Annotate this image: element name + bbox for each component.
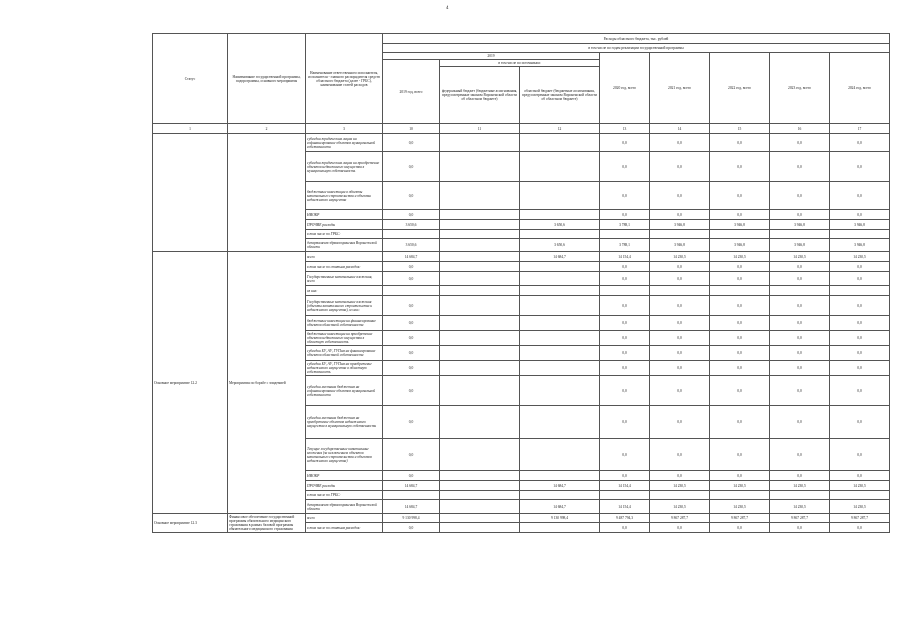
expense-label-cell: субсидии местным бюджетам на софинансирование объектов муниципальной собственности: [306, 376, 383, 406]
value-cell: 0,0: [830, 346, 890, 361]
value-cell: 0,0: [710, 272, 770, 286]
expense-label-cell: ПРОЧИЕ расходы: [306, 481, 383, 491]
expense-label-cell: в том числе по статьям расходов:: [306, 523, 383, 533]
value-cell: [440, 152, 520, 182]
table-row: [153, 514, 890, 523]
value-cell: [520, 491, 600, 500]
value-cell: 0,0: [383, 182, 440, 210]
value-cell: 3 946,8: [830, 239, 890, 252]
value-cell: [520, 361, 600, 376]
value-cell: 3 788,1: [600, 239, 650, 252]
value-cell: 0,0: [830, 523, 890, 533]
value-cell: [520, 296, 600, 316]
value-cell: 0,0: [383, 134, 440, 152]
value-cell: 0,0: [600, 134, 650, 152]
value-cell: 14 230,5: [710, 481, 770, 491]
header-2022: 2022 год, всего: [710, 53, 770, 124]
value-cell: [770, 286, 830, 296]
value-cell: 3 946,8: [770, 239, 830, 252]
value-cell: 3 946,8: [710, 220, 770, 230]
value-cell: 0,0: [600, 262, 650, 272]
header-year-group: 2019: [383, 53, 600, 60]
header-2019-total: 2019 год, всего: [383, 60, 440, 124]
value-cell: [650, 230, 710, 239]
value-cell: 0,0: [710, 262, 770, 272]
expense-label-cell: всего: [306, 514, 383, 523]
value-cell: 0,0: [600, 210, 650, 220]
expense-label-cell: в том числе по статьям расходов:: [306, 262, 383, 272]
value-cell: 14 154,4: [600, 481, 650, 491]
value-cell: [440, 481, 520, 491]
value-cell: [440, 331, 520, 346]
value-cell: [440, 230, 520, 239]
value-cell: 0,0: [770, 376, 830, 406]
col-index: 2: [228, 124, 306, 134]
value-cell: [440, 514, 520, 523]
col-index: 15: [710, 124, 770, 134]
expense-label-cell: субсидии БУ, АУ, ГУПам на финансирование объектов областной собственности: [306, 346, 383, 361]
value-cell: 9 487 794,3: [600, 514, 650, 523]
value-cell: 0,0: [710, 376, 770, 406]
expense-label-cell: в том числе по ГРБС:: [306, 491, 383, 500]
value-cell: 0,0: [650, 346, 710, 361]
header-responsible: Наименование ответственного исполнителя, исполнителя - главного распорядителя средств областного бюджета (далее - ГРБС), наименование статей расходов: [306, 34, 383, 124]
value-cell: 0,0: [770, 406, 830, 439]
value-cell: 0,0: [600, 471, 650, 481]
value-cell: 0,0: [770, 439, 830, 471]
col-index: 14: [650, 124, 710, 134]
value-cell: 0,0: [770, 262, 830, 272]
program-name-cell: Мероприятия по борьбе с эпидемией: [228, 252, 306, 514]
col-index: 12: [520, 124, 600, 134]
header-2020: 2020 год, всего: [600, 53, 650, 124]
expense-label-cell: бюджетные инвестиции на финансирование объектов областной собственности: [306, 316, 383, 331]
value-cell: 0,0: [830, 210, 890, 220]
value-cell: 0,0: [770, 471, 830, 481]
table-row: [153, 134, 890, 152]
value-cell: 14 230,5: [830, 481, 890, 491]
expense-label-cell: субсидии местным бюджетам на приобретение объектов недвижимого имущества в муниципальную собственность: [306, 406, 383, 439]
value-cell: [383, 230, 440, 239]
value-cell: [770, 491, 830, 500]
value-cell: [830, 491, 890, 500]
value-cell: 3 946,8: [770, 220, 830, 230]
col-index: 16: [770, 124, 830, 134]
value-cell: 0,0: [710, 361, 770, 376]
program-name-cell: [228, 134, 306, 252]
value-cell: 9 867 287,7: [650, 514, 710, 523]
value-cell: [520, 182, 600, 210]
value-cell: 0,0: [710, 316, 770, 331]
value-cell: 0,0: [650, 376, 710, 406]
expense-label-cell: в том числе по ГРБС:: [306, 230, 383, 239]
value-cell: [383, 491, 440, 500]
value-cell: [440, 286, 520, 296]
value-cell: [520, 152, 600, 182]
value-cell: 0,0: [650, 296, 710, 316]
value-cell: 0,0: [600, 439, 650, 471]
header-2023: 2023 год, всего: [770, 53, 830, 124]
value-cell: 9 130 998,4: [520, 514, 600, 523]
value-cell: 0,0: [383, 152, 440, 182]
value-cell: [440, 439, 520, 471]
value-cell: 14 230,5: [650, 252, 710, 262]
value-cell: [520, 346, 600, 361]
value-cell: [440, 134, 520, 152]
value-cell: [520, 523, 600, 533]
value-cell: 3 650,6: [383, 239, 440, 252]
value-cell: [440, 376, 520, 406]
value-cell: 0,0: [383, 361, 440, 376]
value-cell: 3 788,1: [600, 220, 650, 230]
value-cell: [520, 376, 600, 406]
value-cell: [600, 286, 650, 296]
value-cell: [520, 134, 600, 152]
table-row: [153, 252, 890, 262]
value-cell: 0,0: [650, 272, 710, 286]
value-cell: 0,0: [830, 316, 890, 331]
value-cell: 0,0: [770, 210, 830, 220]
value-cell: 14 684,7: [520, 500, 600, 514]
col-index: 1: [153, 124, 228, 134]
value-cell: 0,0: [383, 316, 440, 331]
value-cell: 0,0: [600, 523, 650, 533]
value-cell: [440, 471, 520, 481]
value-cell: [440, 262, 520, 272]
expense-label-cell: департамент здравоохранения Воронежской области: [306, 239, 383, 252]
value-cell: [520, 331, 600, 346]
value-cell: [520, 471, 600, 481]
value-cell: 0,0: [650, 262, 710, 272]
value-cell: 0,0: [600, 406, 650, 439]
value-cell: 0,0: [830, 134, 890, 152]
value-cell: [520, 262, 600, 272]
value-cell: [520, 316, 600, 331]
col-index: 11: [440, 124, 520, 134]
value-cell: 0,0: [770, 361, 830, 376]
value-cell: 14 230,5: [710, 500, 770, 514]
expense-label-cell: субсидии БУ, АУ, ГУПам на приобретение недвижимого имущества в областную собственность: [306, 361, 383, 376]
expense-label-cell: субсидии юридическим лицам на приобретение объектов недвижимого имущества в муниципальную собственность: [306, 152, 383, 182]
header-2024: 2024 год, всего: [830, 53, 890, 124]
value-cell: 0,0: [830, 376, 890, 406]
value-cell: [520, 439, 600, 471]
value-cell: 0,0: [710, 346, 770, 361]
value-cell: 0,0: [830, 296, 890, 316]
col-index: 13: [600, 124, 650, 134]
value-cell: [770, 230, 830, 239]
value-cell: 0,0: [770, 152, 830, 182]
value-cell: 0,0: [383, 272, 440, 286]
header-2021: 2021 год, всего: [650, 53, 710, 124]
col-index: 17: [830, 124, 890, 134]
value-cell: [520, 406, 600, 439]
value-cell: 0,0: [383, 346, 440, 361]
value-cell: 14 684,7: [383, 500, 440, 514]
value-cell: [383, 286, 440, 296]
value-cell: 0,0: [600, 346, 650, 361]
expense-label-cell: Государственные капитальные вложения, всего: [306, 272, 383, 286]
value-cell: [520, 286, 600, 296]
value-cell: 3 946,8: [650, 239, 710, 252]
value-cell: 0,0: [650, 210, 710, 220]
value-cell: [650, 491, 710, 500]
expense-label-cell: бюджетные инвестиции в объекты капитального строительства и объекты недвижимого имущества: [306, 182, 383, 210]
budget-table: [152, 33, 890, 533]
value-cell: 0,0: [650, 182, 710, 210]
value-cell: [440, 523, 520, 533]
value-cell: 0,0: [383, 376, 440, 406]
value-cell: [440, 406, 520, 439]
value-cell: 3 650,6: [520, 239, 600, 252]
value-cell: [440, 296, 520, 316]
value-cell: 14 684,7: [383, 252, 440, 262]
value-cell: 0,0: [770, 346, 830, 361]
value-cell: 0,0: [383, 296, 440, 316]
status-cell: Основное мероприятие 12.2: [153, 252, 228, 514]
header-status: Статус: [153, 34, 228, 124]
value-cell: 0,0: [710, 439, 770, 471]
header-program-name: Наименование государственной программы, подпрограммы, основного мероприятия: [228, 34, 306, 124]
value-cell: [440, 500, 520, 514]
value-cell: 0,0: [830, 182, 890, 210]
value-cell: 0,0: [383, 406, 440, 439]
value-cell: 0,0: [830, 471, 890, 481]
value-cell: 0,0: [710, 296, 770, 316]
expense-label-cell: НИОКР: [306, 471, 383, 481]
value-cell: 3 650,6: [383, 220, 440, 230]
value-cell: [440, 346, 520, 361]
value-cell: 3 946,8: [830, 220, 890, 230]
value-cell: [520, 210, 600, 220]
expense-label-cell: ПРОЧИЕ расходы: [306, 220, 383, 230]
value-cell: 9 867 287,7: [830, 514, 890, 523]
value-cell: 0,0: [383, 439, 440, 471]
value-cell: 0,0: [383, 210, 440, 220]
value-cell: [710, 491, 770, 500]
value-cell: 0,0: [650, 523, 710, 533]
value-cell: 0,0: [650, 331, 710, 346]
value-cell: 14 154,4: [600, 500, 650, 514]
col-index: 3: [306, 124, 383, 134]
value-cell: 0,0: [600, 272, 650, 286]
value-cell: 0,0: [383, 262, 440, 272]
value-cell: 0,0: [770, 316, 830, 331]
header-incl-sources: в том числе по источникам:: [440, 60, 600, 67]
value-cell: [440, 182, 520, 210]
column-index-row: [153, 124, 890, 134]
value-cell: 0,0: [650, 439, 710, 471]
value-cell: [520, 272, 600, 286]
table-body: [153, 134, 890, 533]
value-cell: 14 230,5: [710, 252, 770, 262]
expense-label-cell: Текущие государственные капитальные вложения (за исключением объектов капитального строительства и объектов недвижимого имущества): [306, 439, 383, 471]
value-cell: 0,0: [650, 471, 710, 481]
value-cell: 0,0: [830, 361, 890, 376]
value-cell: 0,0: [650, 361, 710, 376]
value-cell: 0,0: [600, 316, 650, 331]
value-cell: 9 867 287,7: [770, 514, 830, 523]
value-cell: 0,0: [770, 182, 830, 210]
value-cell: 0,0: [383, 331, 440, 346]
value-cell: 14 684,7: [520, 481, 600, 491]
value-cell: 0,0: [830, 406, 890, 439]
expense-label-cell: бюджетные инвестиции на приобретение объектов недвижимого имущества в областную собственность: [306, 331, 383, 346]
value-cell: [520, 230, 600, 239]
status-cell: [153, 134, 228, 252]
program-name-cell: Финансовое обеспечение государственной программы обязательного медицинского страхования в рамках базовой программы обязательного медицинского страхования: [228, 514, 306, 533]
value-cell: 0,0: [830, 262, 890, 272]
expense-label-cell: Государственные капитальные вложения (объекты капитального строительства и недвижимого имущества), из них:: [306, 296, 383, 316]
value-cell: 0,0: [710, 471, 770, 481]
value-cell: 0,0: [830, 272, 890, 286]
value-cell: 0,0: [600, 296, 650, 316]
value-cell: 14 684,7: [383, 481, 440, 491]
value-cell: 0,0: [770, 134, 830, 152]
value-cell: [830, 286, 890, 296]
value-cell: 0,0: [710, 152, 770, 182]
value-cell: 0,0: [830, 152, 890, 182]
value-cell: 0,0: [600, 376, 650, 406]
value-cell: 0,0: [830, 331, 890, 346]
header-federal: федеральный бюджет (бюджетные ассигнования, предусмотренные законом Воронежской области об областном бюджете): [440, 67, 520, 124]
value-cell: [710, 230, 770, 239]
status-cell: Основное мероприятие 12.3: [153, 514, 228, 533]
value-cell: 14 230,5: [770, 481, 830, 491]
value-cell: [830, 230, 890, 239]
value-cell: 0,0: [600, 182, 650, 210]
value-cell: [710, 286, 770, 296]
value-cell: 0,0: [383, 523, 440, 533]
value-cell: 14 230,5: [770, 500, 830, 514]
value-cell: 0,0: [600, 361, 650, 376]
header-regional: областной бюджет (бюджетные ассигнования, предусмотренные законом Воронежской области об областном бюджете): [520, 67, 600, 124]
value-cell: 0,0: [710, 406, 770, 439]
value-cell: 0,0: [650, 152, 710, 182]
value-cell: [440, 220, 520, 230]
header-funding-title: Расходы областного бюджета, тыс. рублей: [383, 34, 890, 44]
value-cell: 0,0: [650, 406, 710, 439]
expense-label-cell: департамент здравоохранения Воронежской области: [306, 500, 383, 514]
value-cell: 14 230,5: [770, 252, 830, 262]
header-funding-sub: в том числе по годам реализации государственной программы: [383, 44, 890, 53]
value-cell: 0,0: [770, 331, 830, 346]
value-cell: 0,0: [650, 316, 710, 331]
value-cell: [440, 239, 520, 252]
value-cell: 0,0: [383, 471, 440, 481]
value-cell: 0,0: [600, 152, 650, 182]
expense-label-cell: субсидии юридическим лицам на софинансирование объектов муниципальной собственности: [306, 134, 383, 152]
value-cell: [440, 272, 520, 286]
value-cell: 0,0: [770, 296, 830, 316]
value-cell: [440, 210, 520, 220]
expense-label-cell: из них:: [306, 286, 383, 296]
value-cell: 14 230,5: [650, 500, 710, 514]
value-cell: 0,0: [770, 272, 830, 286]
value-cell: [440, 252, 520, 262]
value-cell: 0,0: [710, 210, 770, 220]
value-cell: [650, 286, 710, 296]
value-cell: 9 130 998,4: [383, 514, 440, 523]
value-cell: 14 230,5: [830, 252, 890, 262]
value-cell: 0,0: [710, 182, 770, 210]
value-cell: 14 684,7: [520, 252, 600, 262]
value-cell: 0,0: [600, 331, 650, 346]
value-cell: 14 230,5: [650, 481, 710, 491]
value-cell: 3 946,8: [710, 239, 770, 252]
value-cell: 0,0: [770, 523, 830, 533]
value-cell: 9 867 287,7: [710, 514, 770, 523]
value-cell: 14 230,5: [830, 500, 890, 514]
value-cell: 3 650,6: [520, 220, 600, 230]
value-cell: [440, 361, 520, 376]
value-cell: 0,0: [710, 134, 770, 152]
value-cell: 3 946,8: [650, 220, 710, 230]
value-cell: 0,0: [650, 134, 710, 152]
value-cell: 14 154,4: [600, 252, 650, 262]
value-cell: [600, 491, 650, 500]
value-cell: [440, 491, 520, 500]
value-cell: 0,0: [830, 439, 890, 471]
value-cell: 0,0: [710, 523, 770, 533]
value-cell: [440, 316, 520, 331]
page-number: 4: [446, 6, 449, 11]
value-cell: [600, 230, 650, 239]
expense-label-cell: НИОКР: [306, 210, 383, 220]
col-index: 10: [383, 124, 440, 134]
expense-label-cell: всего: [306, 252, 383, 262]
value-cell: 0,0: [710, 331, 770, 346]
